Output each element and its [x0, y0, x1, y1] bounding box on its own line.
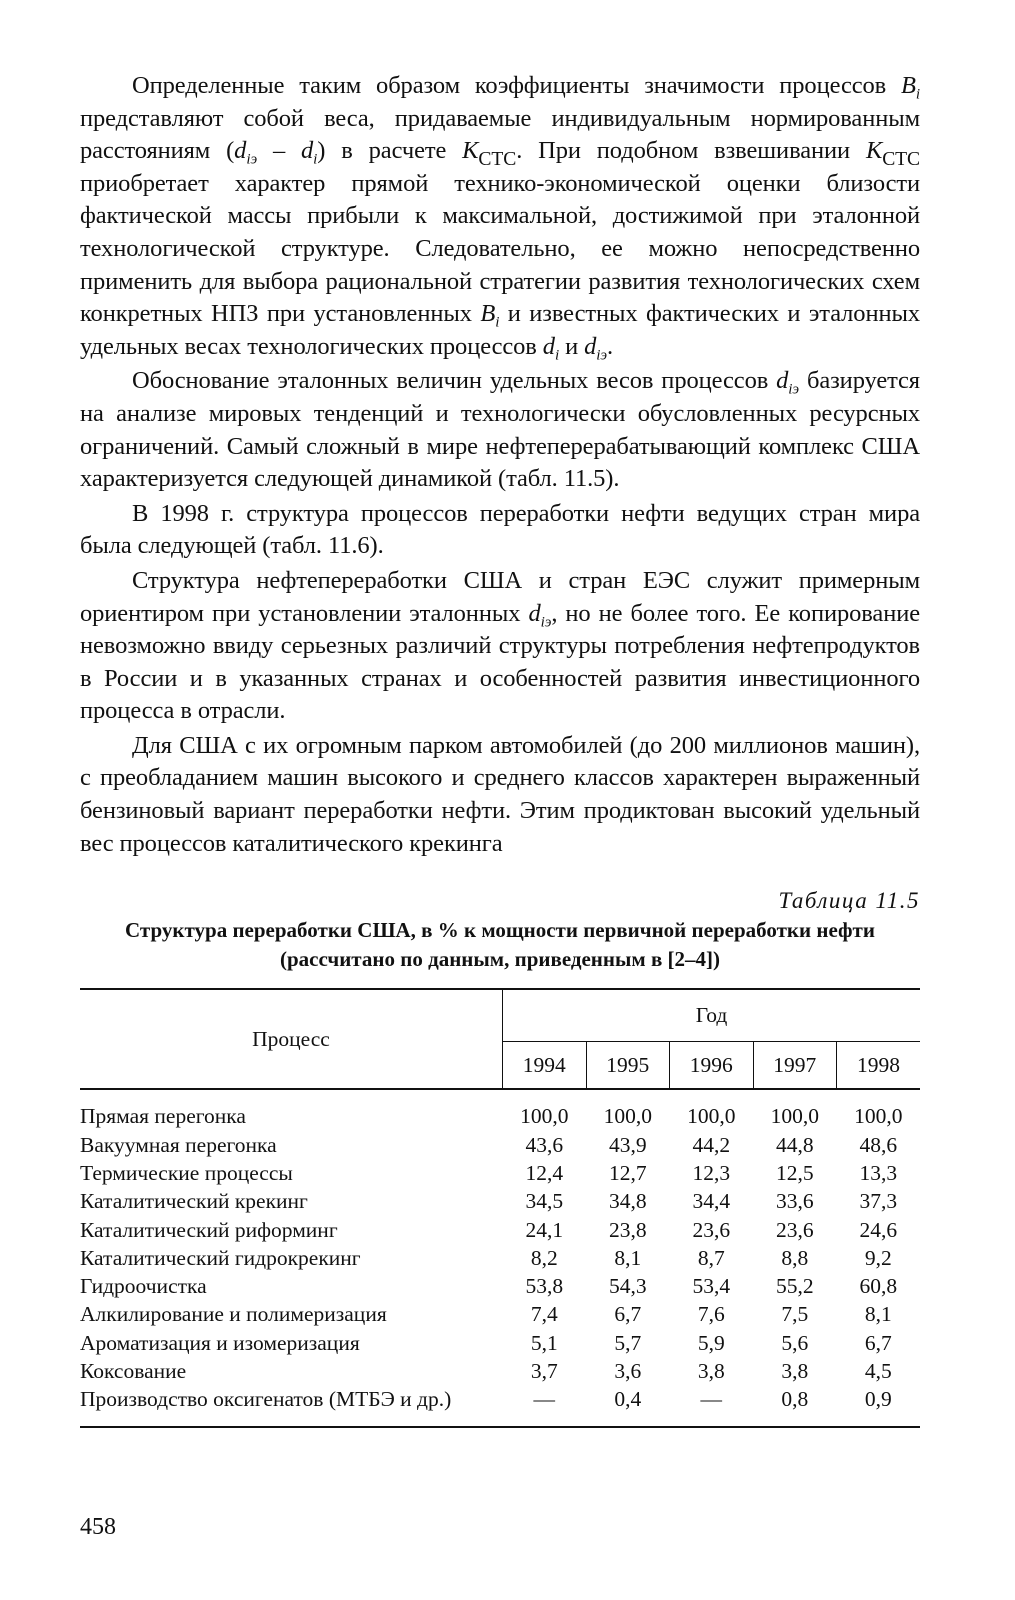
math-subscript: iэ — [540, 612, 552, 630]
math-symbol: d — [542, 332, 555, 360]
paragraph-3: В 1998 г. структура процессов переработки нефти ведущих стран мира была следующей (табл. 11.6). — [80, 499, 920, 560]
table-body — [80, 1089, 920, 1426]
process-name: Термические процессы — [80, 1160, 293, 1185]
table-title-line: (рассчитано по данным, приведенным в [2–4]) — [279, 947, 721, 972]
value-cell: 12,3 — [692, 1160, 731, 1185]
value-cell: 43,6 — [525, 1132, 564, 1157]
value-cell: 9,2 — [864, 1245, 892, 1270]
value-cell: 100,0 — [854, 1104, 903, 1129]
value-cell: 33,6 — [775, 1189, 814, 1214]
text: приобретает характер прямой технико-экономической оценки близости фактической массы прибыли к максимальной, достижимой при эталонной технологической структуре. Следовательно, ее можно непосредственно применить для выбора рациональной стратегии развития технологических схем конкретных НПЗ при установленных — [80, 169, 920, 328]
value-cell: 100,0 — [770, 1104, 819, 1129]
value-cell: 6,7 — [614, 1302, 642, 1327]
table-row — [80, 1089, 920, 1130]
value-cell: 53,8 — [525, 1274, 564, 1299]
value-cell: 44,8 — [775, 1132, 814, 1157]
table-title-line: Структура переработки США, в % к мощности первичной переработки нефти — [125, 918, 875, 943]
value-cell: 23,6 — [692, 1217, 731, 1242]
math-subscript: i — [313, 150, 318, 168]
math-subscript: i — [915, 85, 920, 103]
value-cell: 8,1 — [614, 1245, 642, 1270]
value-cell: — — [700, 1387, 722, 1412]
value-cell: 8,2 — [530, 1245, 558, 1270]
process-name: Ароматизация и изомеризация — [80, 1330, 360, 1355]
text: Определенные таким образом коэффициенты значимости процессов — [132, 72, 901, 99]
value-cell: 4,5 — [864, 1359, 892, 1384]
value-cell: 34,8 — [608, 1189, 647, 1214]
text: базируется на анализе мировых тенденций и технологически обусловленных ресурсных ограничений. Самый сложный в мире нефтеперерабатывающий комплекс США характеризуется следующей динамикой (табл. 11.5). — [80, 367, 920, 493]
value-cell: 3,6 — [614, 1359, 642, 1384]
math-symbol: d — [776, 367, 789, 395]
value-cell: 6,7 — [864, 1330, 892, 1355]
value-cell: 0,8 — [781, 1387, 809, 1412]
math-subscript: iэ — [246, 150, 258, 168]
math-subscript: i — [495, 313, 500, 331]
year-header: 1997 — [753, 1041, 837, 1089]
table-row — [80, 1357, 920, 1385]
text: и — [559, 332, 585, 360]
paragraph-4 — [80, 565, 920, 728]
text: , но не более того. Ее копирование невозможно ввиду серьезных различий структуры потребления нефтепродуктов в России и в указанных странах и особенностей развития инвестиционного процесса в отрасли. — [80, 599, 920, 725]
year-header: 1994 — [503, 1041, 587, 1089]
text: и известных фактических и эталонных удельных весах технологических процессов — [80, 300, 920, 360]
table-row — [80, 1329, 920, 1357]
process-name: Каталитический гидрокрекинг — [80, 1245, 361, 1270]
value-cell: 23,8 — [608, 1217, 647, 1242]
page-body — [80, 70, 920, 1428]
value-cell: 100,0 — [520, 1104, 569, 1129]
table-row — [80, 1131, 920, 1159]
year-header: 1995 — [586, 1041, 670, 1089]
math-symbol: d — [584, 332, 597, 360]
process-name: Гидроочистка — [80, 1274, 207, 1299]
table-row — [80, 1272, 920, 1300]
value-cell: 24,1 — [525, 1217, 564, 1242]
process-name: Производство оксигенатов (МТБЭ и др.) — [80, 1387, 452, 1412]
table-row — [80, 1187, 920, 1215]
table-row — [80, 1385, 920, 1426]
math-subscript: iэ — [788, 380, 800, 398]
value-cell: 100,0 — [603, 1104, 652, 1129]
text: . — [607, 332, 614, 360]
value-cell: 12,4 — [525, 1160, 564, 1185]
table-row — [80, 1159, 920, 1187]
value-cell: — — [533, 1387, 555, 1412]
math-symbol: B — [480, 300, 496, 328]
column-header-year: Год — [503, 989, 921, 1041]
page-number: 458 — [80, 1514, 116, 1540]
value-cell: 8,8 — [781, 1245, 809, 1270]
text: ) в расчете — [317, 137, 463, 165]
value-cell: 100,0 — [687, 1104, 736, 1129]
value-cell: 12,7 — [608, 1160, 647, 1185]
value-cell: 54,3 — [608, 1274, 647, 1299]
value-cell: 8,7 — [697, 1245, 725, 1270]
value-cell: 7,4 — [530, 1302, 558, 1327]
value-cell: 12,5 — [775, 1160, 814, 1185]
value-cell: 3,8 — [697, 1359, 725, 1384]
process-name: Вакуумная перегонка — [80, 1132, 277, 1157]
value-cell: 53,4 — [692, 1274, 731, 1299]
column-header-process: Процесс — [80, 989, 503, 1089]
value-cell: 13,3 — [859, 1160, 898, 1185]
math-subscript: СТС — [478, 149, 517, 171]
process-name: Каталитический риформинг — [80, 1217, 338, 1242]
math-subscript: СТС — [882, 149, 920, 171]
value-cell: 8,1 — [864, 1302, 892, 1327]
data-table — [80, 988, 920, 1427]
math-symbol: d — [301, 137, 314, 165]
math-subscript: iэ — [596, 346, 607, 364]
value-cell: 37,3 — [859, 1189, 898, 1214]
value-cell: 5,7 — [614, 1330, 642, 1355]
paragraph-5: Для США с их огромным парком автомобилей (до 200 миллионов машин), с преобладанием машин высокого и среднего классов характерен выраженный бензиновый вариант переработки нефти. Этим продиктован высокий удельный вес процессов каталитического крекинга — [80, 731, 920, 857]
value-cell: 3,7 — [530, 1359, 558, 1384]
value-cell: 55,2 — [775, 1274, 814, 1299]
paragraph-2 — [80, 365, 920, 495]
math-operator: – — [257, 137, 302, 165]
value-cell: 34,4 — [692, 1189, 731, 1214]
math-subscript: i — [554, 346, 560, 364]
table-caption: Таблица 11.5 — [778, 888, 920, 914]
table-row — [80, 1244, 920, 1272]
process-name: Коксование — [80, 1359, 187, 1384]
text: Обоснование эталонных величин удельных весов процессов — [132, 367, 777, 395]
value-cell: 0,9 — [864, 1387, 892, 1412]
table-row — [80, 1215, 920, 1243]
process-name: Прямая перегонка — [80, 1104, 246, 1129]
value-cell: 48,6 — [859, 1132, 898, 1157]
value-cell: 5,6 — [781, 1330, 809, 1355]
text: Структура нефтепереработки США и стран ЕЭС служит примерным ориентиром при установлении эталонных — [80, 566, 920, 627]
value-cell: 3,8 — [781, 1359, 809, 1384]
value-cell: 24,6 — [859, 1217, 898, 1242]
value-cell: 43,9 — [608, 1132, 647, 1157]
year-header: 1996 — [670, 1041, 754, 1089]
value-cell: 44,2 — [692, 1132, 731, 1157]
year-header: 1998 — [837, 1041, 921, 1089]
value-cell: 23,6 — [775, 1217, 814, 1242]
value-cell: 5,9 — [697, 1330, 725, 1355]
value-cell: 7,6 — [697, 1302, 725, 1327]
value-cell: 0,4 — [614, 1387, 642, 1412]
math-symbol: d — [528, 599, 541, 627]
value-cell: 7,5 — [781, 1302, 809, 1327]
value-cell: 34,5 — [525, 1189, 564, 1214]
math-symbol: B — [901, 72, 916, 99]
math-symbol: K — [865, 137, 883, 165]
table-title — [80, 916, 920, 974]
math-symbol: d — [234, 137, 247, 165]
table-row — [80, 1300, 920, 1328]
text: . При подобном взвешивании — [516, 137, 866, 165]
value-cell: 60,8 — [859, 1274, 898, 1299]
math-symbol: K — [462, 137, 479, 165]
value-cell: 5,1 — [530, 1330, 558, 1355]
text: представляют собой веса, придаваемые индивидуальным нормированным расстояниям ( — [80, 104, 920, 165]
paragraph-1 — [80, 70, 920, 363]
process-name: Каталитический крекинг — [80, 1189, 308, 1214]
process-name: Алкилирование и полимеризация — [80, 1302, 387, 1327]
